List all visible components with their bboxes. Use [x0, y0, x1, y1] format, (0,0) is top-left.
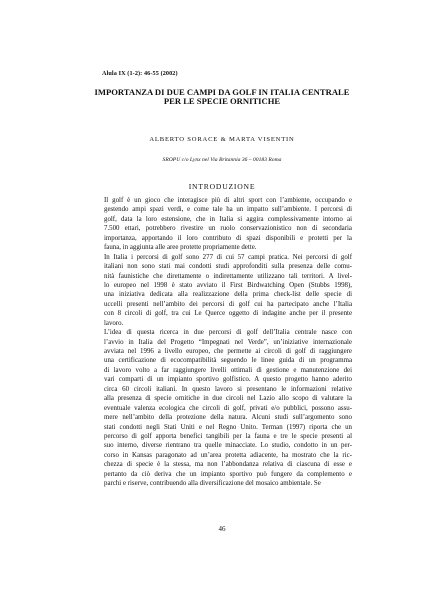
body-line: lavoro.: [104, 319, 124, 327]
body-line: di lavoro volto a far raggiungere livelli ottimali di gestione e manutenzione dei: [104, 366, 352, 374]
body-line: L’idea di questa ricerca in due percorsi di golf dell’Italia centrale nasce con: [104, 329, 352, 337]
journal-citation: Alula IX (1-2): 46-55 (2002): [102, 70, 178, 77]
page-number: 46: [218, 525, 226, 533]
body-line: golf, data la loro estensione, che in Italia si aggira complessivamente intorno ai: [104, 215, 352, 223]
body-line: 7.500 ettari, potrebbero rivestire un ruolo conservazionistico non di secondaria: [104, 225, 352, 233]
body-line: pertanto da ciò deriva che un impianto sportivo può fungere da complemento e: [104, 470, 352, 478]
body-line: stati condotti negli Stati Uniti e nel Regno Unito. Terman (1997) riporta che un: [104, 423, 352, 431]
body-line: alla presenza di specie ornitiche in due circoli nel Lazio allo scopo di valutare la: [104, 395, 352, 403]
affiliation: SROPU c/o Lynx nel Via Britannia 36 – 00183 Roma: [162, 157, 282, 163]
body-line: con 8 circoli di golf, tra cui Le Querce oggetto di indagine anche per il presente: [104, 310, 352, 318]
body-line: mere nell’ambito della protezione della natura. Alcuni studi sull’argomento sono: [104, 414, 352, 422]
body-line: vari comparti di un impianto sportivo golfistico. A questo progetto hanno aderito: [104, 376, 352, 384]
body-text: [104, 196, 352, 489]
body-line: chezza di specie è la stessa, ma non l’abbondanza relativa di ciascuna di esse e: [104, 461, 352, 469]
body-line: circa 60 circoli italiani. In questo lavoro si presentano le informazioni relative: [104, 385, 352, 393]
body-line: parchi e riserve, contribuendo alla diversificazione del mosaico ambientale. Se: [104, 480, 321, 488]
body-line: avviata nel 1996 a livello europeo, che permette ai circoli di golf di raggiungere: [104, 348, 352, 355]
paper-title: [92, 88, 352, 106]
body-line: una certificazione di ecocompatibilità seguendo le linee guida di un programma: [104, 357, 352, 365]
body-line: italiani non sono stati mai condotti studi approfonditi sulla presenza delle comu-: [104, 263, 352, 271]
body-line: percorso di golf apporta benefici tangibili per la fauna e tre le specie presenti al: [104, 432, 352, 440]
body-line: fauna, in aggiunta alle aree protette propriamente dette.: [104, 244, 257, 252]
body-line: In Italia i percorsi di golf sono 277 di cui 57 campi pratica. Nei percorsi di golf: [104, 253, 352, 261]
body-line: importanza, apportando il loro contributo di spazi disponibili e protetti per la: [104, 234, 352, 242]
body-line: Il golf è un gioco che interagisce più di altri sport con l’ambiente, occupando e: [104, 197, 352, 204]
body-line: uccelli presenti nell’ambito dei percorsi di golf cui ha partecipato anche l’Italia: [104, 300, 352, 308]
body-line: una iniziativa dedicata alla realizzazione della prima check-list delle specie di: [104, 291, 352, 299]
body-line: gestendo ampi spazi verdi, e come tale ha un impatto sull’ambiente. I percorsi di: [104, 206, 352, 214]
body-line: lo europeo nel 1998 è stato avviato il First Birdwatching Open (Stubbs 1998),: [104, 281, 352, 289]
section-heading: INTRODUZIONE: [188, 182, 256, 191]
body-line: eventuale valenza ecologica che circoli di golf, privati e/o pubblici, possono assu-: [104, 404, 352, 412]
title-line: IMPORTANZA DI DUE CAMPI DA GOLF IN ITALIA CENTRALE: [94, 87, 350, 97]
body-line: suo interno, diverse rientrano tra quelle minacciate. Lo studio, condotto in un per-: [104, 442, 352, 450]
body-line: corso in Kansas paragonato ad un’area protetta adiacente, ha mostrato che la ric-: [104, 451, 352, 459]
title-line: PER LE SPECIE ORNITICHE: [163, 96, 281, 106]
authors: ALBERTO SORACE & MARTA VISENTIN: [149, 136, 295, 143]
body-line: l’avvio in Italia del Progetto “Impegnati nel Verde”, un’iniziative internazionale: [104, 338, 352, 346]
body-line: nità faunistiche che direttamente o indirettamente utilizzano tali territori. A livel-: [104, 272, 352, 280]
